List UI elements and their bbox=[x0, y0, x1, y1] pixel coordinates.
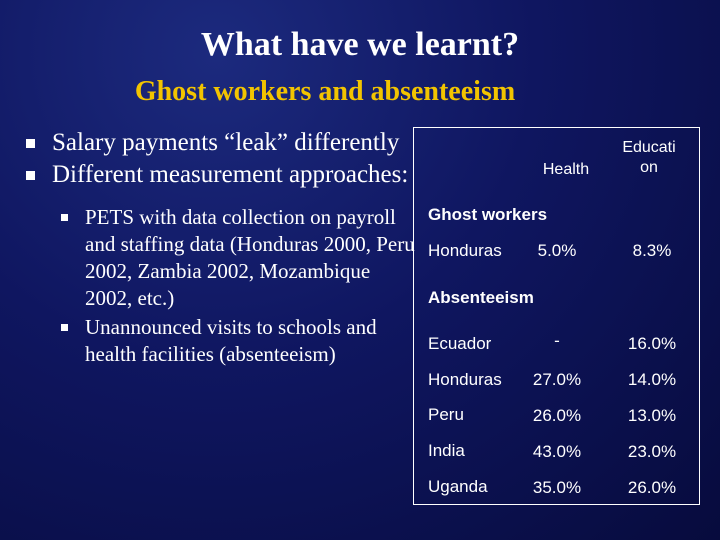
bullet-item bbox=[20, 128, 420, 158]
row-education-value: 13.0% bbox=[627, 406, 677, 425]
bullet-square-icon bbox=[26, 171, 35, 180]
row-health-value: 35.0% bbox=[532, 478, 582, 497]
section-label-ghost-workers: Ghost workers bbox=[428, 205, 548, 224]
row-country: Peru bbox=[428, 405, 464, 424]
column-header-education: Educati on bbox=[622, 139, 676, 176]
slide-subtitle: Ghost workers and absenteeism bbox=[134, 76, 516, 107]
bullet-list bbox=[20, 128, 420, 370]
row-education-value: 26.0% bbox=[627, 478, 677, 497]
row-health-value: 27.0% bbox=[532, 370, 582, 389]
bullet-text: Different measurement approaches: bbox=[52, 161, 409, 188]
row-health-value: 26.0% bbox=[532, 406, 582, 425]
row-education-value: 8.3% bbox=[632, 241, 672, 260]
bullet-item bbox=[20, 160, 420, 190]
row-country: India bbox=[428, 441, 465, 460]
sub-bullet-item bbox=[20, 314, 420, 368]
row-health-value: 43.0% bbox=[532, 442, 582, 461]
data-table bbox=[413, 127, 700, 505]
row-education-value: 14.0% bbox=[627, 370, 677, 389]
row-country: Honduras bbox=[428, 370, 502, 389]
row-country: Honduras bbox=[428, 241, 502, 260]
sub-bullet-item bbox=[20, 204, 420, 312]
row-education-value: 23.0% bbox=[627, 442, 677, 461]
row-country: Ecuador bbox=[428, 334, 492, 353]
bullet-square-icon bbox=[26, 139, 35, 148]
section-label-absenteeism: Absenteeism bbox=[428, 288, 534, 307]
bullet-square-icon bbox=[61, 324, 68, 331]
row-health-value: - bbox=[554, 331, 560, 350]
sub-bullet-text: PETS with data collection on payroll and staffing data (Honduras 2000, Peru 2002, Zambia 2002, Mozambique 2002, etc.) bbox=[85, 205, 415, 310]
sub-bullet-list bbox=[20, 204, 420, 368]
row-country: Uganda bbox=[428, 477, 488, 496]
row-education-value: 16.0% bbox=[627, 334, 677, 353]
sub-bullet-text: Unannounced visits to schools and health facilities (absenteeism) bbox=[85, 315, 377, 366]
bullet-square-icon bbox=[61, 214, 68, 221]
row-health-value: 5.0% bbox=[537, 241, 577, 260]
bullet-text: Salary payments “leak” differently bbox=[52, 129, 400, 156]
slide-title: What have we learnt? bbox=[200, 26, 520, 63]
column-header-health: Health bbox=[542, 161, 590, 178]
